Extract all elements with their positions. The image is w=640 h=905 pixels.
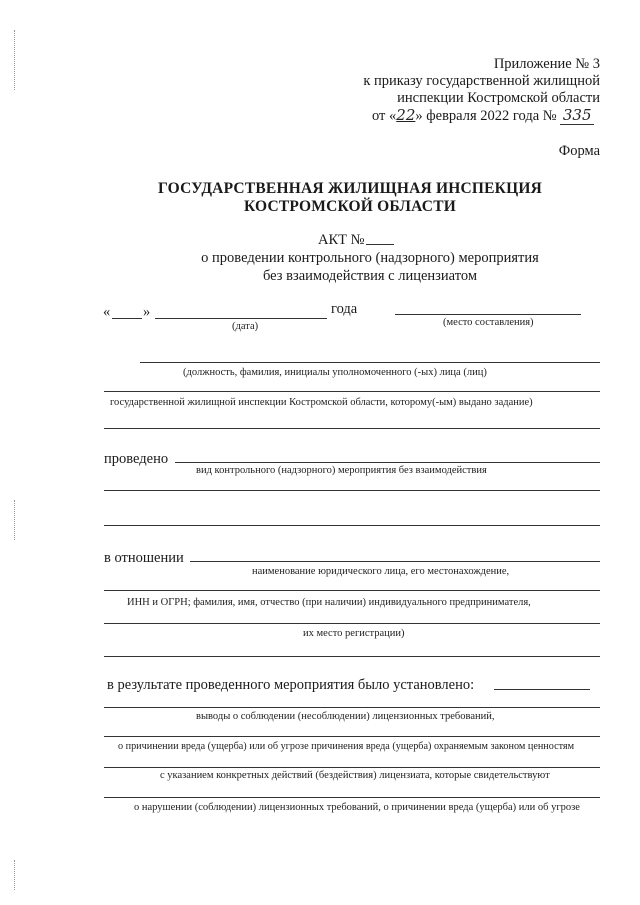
- act-subtitle-line1: о проведении контрольного (надзорного) мероприятия: [201, 250, 539, 266]
- order-date-suffix: » февраля 2022 года №: [415, 108, 557, 124]
- event-blank-2[interactable]: [104, 490, 600, 491]
- date-open-quote: «: [103, 304, 111, 320]
- act-subtitle-line2: без взаимодействия с лицензиатом: [262, 268, 478, 284]
- date-blank[interactable]: [155, 318, 327, 319]
- order-date-prefix: от «: [372, 108, 397, 124]
- order-date-line: [372, 107, 594, 125]
- act-number-blank[interactable]: [366, 244, 394, 245]
- inn-blank[interactable]: [104, 590, 600, 591]
- act-number-label: АКТ №: [318, 232, 365, 248]
- result-blank[interactable]: [494, 689, 590, 690]
- document-title-line1: ГОСУДАРСТВЕННАЯ ЖИЛИЩНАЯ ИНСПЕКЦИЯ: [158, 180, 542, 197]
- day-blank[interactable]: [112, 318, 142, 319]
- event-type-blank[interactable]: [175, 462, 600, 463]
- official-caption: (должность, фамилия, инициалы уполномоченного (-ых) лица (лиц): [183, 367, 487, 378]
- entity-name-blank[interactable]: [190, 561, 600, 562]
- harm-caption: о причинении вреда (ущерба) или об угрозе причинения вреда (ущерба) охраняемым законом ценностям: [118, 741, 575, 752]
- order-number-handwritten: 335: [560, 107, 594, 125]
- date-close-quote: »: [143, 304, 151, 320]
- date-caption: (дата): [232, 321, 259, 332]
- assignment-caption: государственной жилищной инспекции Костромской области, которому(-ым) выдано задание): [110, 397, 533, 408]
- order-reference-line: к приказу государственной жилищной: [363, 73, 600, 89]
- official-blank[interactable]: [140, 362, 600, 363]
- regarding-label: в отношении: [104, 550, 184, 566]
- registration-blank-2[interactable]: [104, 656, 600, 657]
- place-blank[interactable]: [395, 314, 581, 315]
- entity-name-caption: наименование юридического лица, его местонахождение,: [252, 566, 510, 577]
- harm-blank[interactable]: [104, 736, 600, 737]
- result-label: в результате проведенного мероприятия было установлено:: [107, 677, 475, 693]
- act-heading: [318, 232, 364, 249]
- scan-margin-marks: [14, 860, 17, 890]
- scan-margin-marks: [14, 30, 17, 90]
- inn-caption: ИНН и ОГРН; фамилия, имя, отчество (при наличии) индивидуального предпринимателя,: [127, 597, 531, 608]
- assignment-blank[interactable]: [104, 391, 600, 392]
- conclusions-caption: выводы о соблюдении (несоблюдении) лицензионных требований,: [196, 711, 495, 722]
- actions-caption: с указанием конкретных действий (бездействия) лицензиата, которые свидетельствуют: [160, 770, 550, 781]
- conclusions-blank[interactable]: [104, 707, 600, 708]
- inspection-name-line: инспекции Костромской области: [397, 90, 600, 106]
- form-label: Форма: [558, 143, 600, 159]
- violation-blank[interactable]: [104, 797, 600, 798]
- place-caption: (место составления): [443, 317, 534, 328]
- order-day-handwritten: 22: [396, 106, 416, 124]
- event-type-caption: вид контрольного (надзорного) мероприятия без взаимодействия: [196, 465, 487, 476]
- registration-blank[interactable]: [104, 623, 600, 624]
- actions-blank[interactable]: [104, 767, 600, 768]
- event-blank-3[interactable]: [104, 525, 600, 526]
- conducted-label: проведено: [104, 451, 169, 467]
- violation-caption: о нарушении (соблюдении) лицензионных требований, о причинении вреда (ущерба) или об угрозе: [134, 802, 580, 813]
- scan-margin-marks: [14, 500, 17, 540]
- registration-caption: их место регистрации): [303, 628, 405, 639]
- assignment-blank-2[interactable]: [104, 428, 600, 429]
- document-title-line2: КОСТРОМСКОЙ ОБЛАСТИ: [243, 198, 456, 215]
- appendix-number: Приложение № 3: [493, 56, 600, 72]
- year-word: года: [331, 301, 358, 317]
